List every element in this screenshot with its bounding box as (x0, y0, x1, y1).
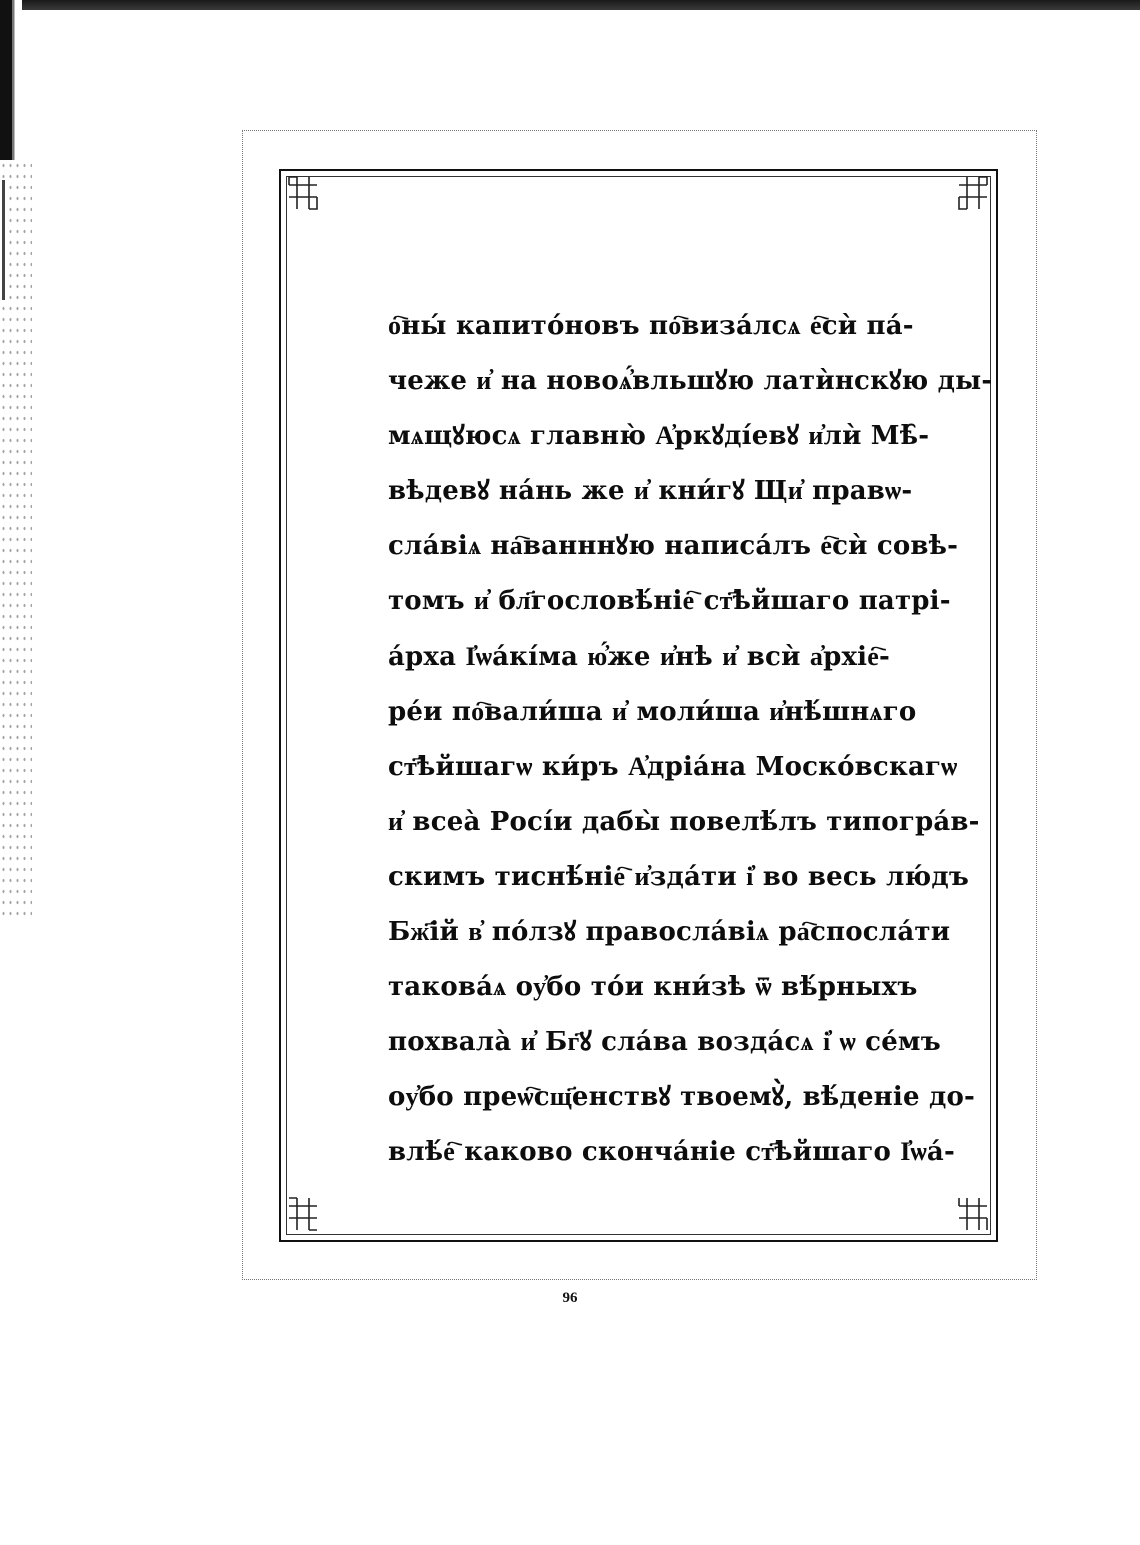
text-line: ре́и по҇вали́ша и҆ моли́ша и҆нѣ́шнѧго (388, 696, 917, 727)
scan-left-edge (0, 0, 22, 160)
text-line: ст҃ѣйшагѡ ки́ръ А҆дріа́на Моско́вскагѡ (388, 751, 958, 782)
main-text-block (388, 306, 993, 1188)
text-line: мѧщꙋюсѧ главню̀ А҆ркꙋді́евꙋ и҆лѝ Мѣ̑- (388, 421, 930, 452)
text-line: о҇ны́ капито́новъ по҇виза́лсѧ е҇сѝ па́- (388, 311, 914, 341)
text-line: такова́ѧ оу҆бо то́и кни́зѣ ѿ вѣ́рныхъ (388, 972, 918, 1003)
text-line: влѣ́е҇ каково сконча́ніе ст҃ѣйшаго І҆ѡа́- (388, 1137, 955, 1168)
text-line: скимъ тиснѣ́ніе҇ и҆зда́ти і҆ во весь лю́дъ (388, 861, 970, 892)
corner-ornament-icon (955, 1196, 991, 1232)
text-line: а́рха І҆ѡа́кі́ма ю҆́же и҆нѣ и҆ всѝ а҆рхіе҇- (388, 641, 890, 672)
scan-left-mark (2, 180, 5, 300)
text-line: вѣдевꙋ на́нь же и҆ кни́гꙋ Щи҆ правѡ- (388, 476, 913, 507)
text-line: сла́віѧ на҇ванннꙋю написа́лъ е҇сѝ совѣ- (388, 531, 959, 562)
page-number: 96 (562, 1290, 578, 1306)
text-line: и҆ всеа̀ Росі́и дабы̀ повелѣ́лъ типогра́в- (388, 806, 980, 837)
text-line: томъ и҆ бл҃гословѣ́ніе҇ ст҃ѣйшаго патрі- (388, 586, 951, 617)
corner-ornament-icon (285, 175, 321, 211)
corner-ornament-icon (955, 175, 991, 211)
corner-ornament-icon (285, 1196, 321, 1232)
text-line: похвала̀ и҆ Бг҃ꙋ сла́ва возда́сѧ і҆ ѡ се́мъ (388, 1027, 941, 1058)
text-line: чеже и҆ на новоѧ҆́вльшꙋю латѝнскꙋю ды- (388, 366, 993, 397)
scan-top-edge (0, 0, 1140, 10)
text-line: Бж҃ій в҆ по́лзꙋ правосла́віѧ ра҇спосла́ти (388, 917, 951, 948)
text-line: оу҆бо преѡ҇сщ҃енствꙋ твоемꙋ̀, вѣ́деніе до- (388, 1082, 976, 1113)
